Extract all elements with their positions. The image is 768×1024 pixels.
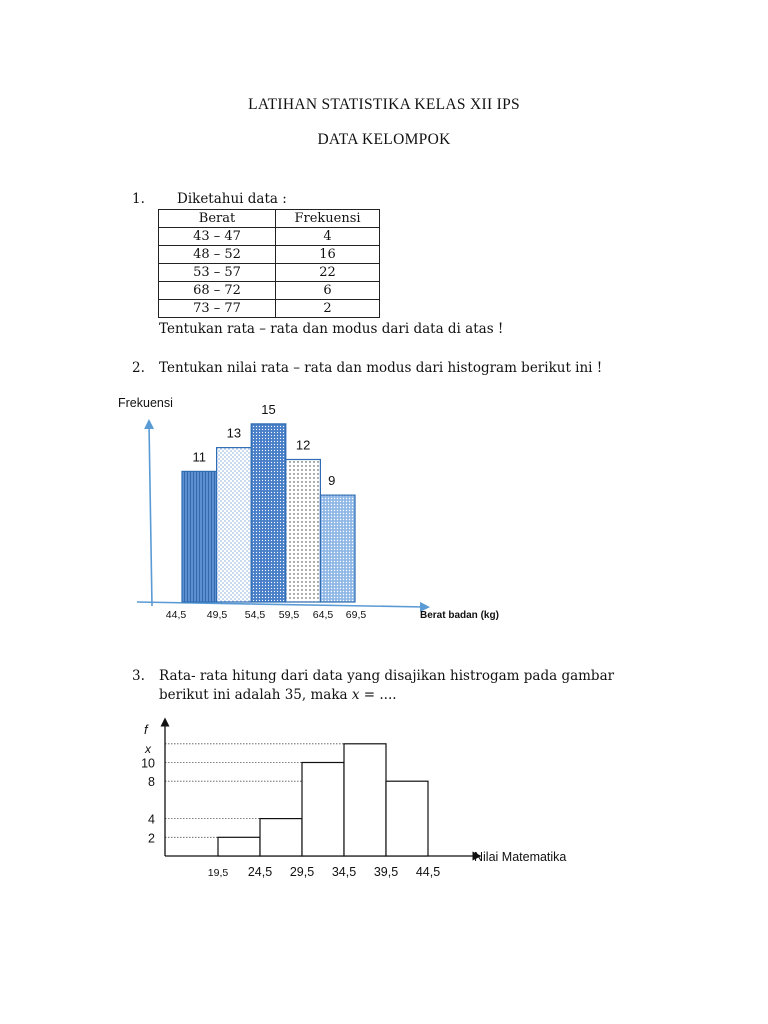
histogram-1-data-label: 11 <box>192 449 207 465</box>
table-row <box>159 228 380 246</box>
histogram-2-x-tick-label: 39,5 <box>373 865 399 879</box>
histogram-1-tick-label: 44,5 <box>165 609 187 621</box>
histogram-2-x-tick-label: 44,5 <box>415 865 441 879</box>
histogram-2-bar <box>344 744 386 856</box>
question-3-number: 3. <box>132 668 145 684</box>
histogram-1-tick-label: 49,5 <box>206 609 228 621</box>
histogram-2-y-tick-label: 4 <box>148 812 155 827</box>
data-table <box>158 209 380 318</box>
table-cell: 4 <box>276 228 380 246</box>
histogram-2-x-tick-label: 19,5 <box>207 867 229 879</box>
histogram-2-y-tick-label: 8 <box>148 775 155 790</box>
histogram-2-ylabel: f <box>144 722 148 737</box>
histogram-2-bar <box>386 781 428 856</box>
histogram-2-bar <box>218 837 260 856</box>
histogram-berat-badan <box>0 380 768 640</box>
question-1-intro: Diketahui data : <box>177 191 287 207</box>
question-3-line2-suffix: = .... <box>359 687 397 703</box>
histogram-1-tick-label: 69,5 <box>345 609 367 621</box>
histogram-1-xlabel: Berat badan (kg) <box>420 610 499 621</box>
table-cell: 53 – 57 <box>159 264 276 282</box>
table-header-row <box>159 210 380 228</box>
page-title: LATIHAN STATISTIKA KELAS XII IPS <box>248 96 520 113</box>
histogram-2-y-tick-label: x <box>145 741 151 756</box>
histogram-2-x-tick-label: 29,5 <box>289 865 315 879</box>
histogram-1-bar <box>251 424 286 602</box>
histogram-1-y-axis <box>149 424 152 606</box>
histogram-1-tick-label: 64,5 <box>312 609 334 621</box>
histogram-1-data-label: 9 <box>328 473 336 489</box>
question-3-line1: Rata- rata hitung dari data yang disajikan histrogam pada gambar <box>159 668 615 684</box>
table-row <box>159 246 380 264</box>
table-cell: 16 <box>276 246 380 264</box>
table-cell: 22 <box>276 264 380 282</box>
table-cell: 6 <box>276 282 380 300</box>
histogram-1-data-label: 13 <box>226 425 242 441</box>
histogram-1-data-label: 15 <box>261 401 276 417</box>
histogram-2-x-tick-label: 34,5 <box>331 865 357 879</box>
column-header-berat: Berat <box>159 210 276 228</box>
table-cell: 68 – 72 <box>159 282 276 300</box>
table-cell: 73 – 77 <box>159 300 276 318</box>
question-2-text: Tentukan nilai rata – rata dan modus dari histogram berikut ini ! <box>159 360 603 376</box>
question-1-number: 1. <box>132 191 145 207</box>
question-1-instruction: Tentukan rata – rata dan modus dari data di atas ! <box>159 321 504 337</box>
histogram-1-bar <box>182 471 217 602</box>
histogram-2-y-tick-label: 2 <box>148 831 155 846</box>
table-cell: 2 <box>276 300 380 318</box>
histogram-1-bar <box>286 460 321 603</box>
table-row <box>159 300 380 318</box>
histogram-1-bar <box>320 495 355 602</box>
histogram-1-data-label: 12 <box>295 437 311 453</box>
histogram-1-tick-label: 54,5 <box>244 609 266 621</box>
table-cell: 48 – 52 <box>159 246 276 264</box>
histogram-2-x-tick-label: 24,5 <box>247 865 273 879</box>
question-3-line2 <box>159 687 397 703</box>
column-header-frekuensi: Frekuensi <box>276 210 380 228</box>
question-2-number: 2. <box>132 360 145 376</box>
histogram-1-x-axis <box>137 602 425 607</box>
table-cell: 43 – 47 <box>159 228 276 246</box>
histogram-1-ylabel: Frekuensi <box>118 396 173 410</box>
table-row <box>159 264 380 282</box>
histogram-2-y-tick-label: 10 <box>141 756 155 771</box>
histogram-nilai-matematika <box>0 710 768 900</box>
question-3-line2-prefix: berikut ini adalah 35, maka <box>159 687 352 703</box>
question-3-variable: x <box>351 687 360 703</box>
histogram-2-bar <box>260 819 302 856</box>
histogram-1-bar <box>217 448 252 602</box>
histogram-2-bar <box>302 763 344 857</box>
page-subtitle: DATA KELOMPOK <box>317 131 451 148</box>
histogram-1-tick-label: 59,5 <box>278 609 300 621</box>
table-row <box>159 282 380 300</box>
histogram-2-xlabel: Nilai Matematika <box>474 850 567 864</box>
